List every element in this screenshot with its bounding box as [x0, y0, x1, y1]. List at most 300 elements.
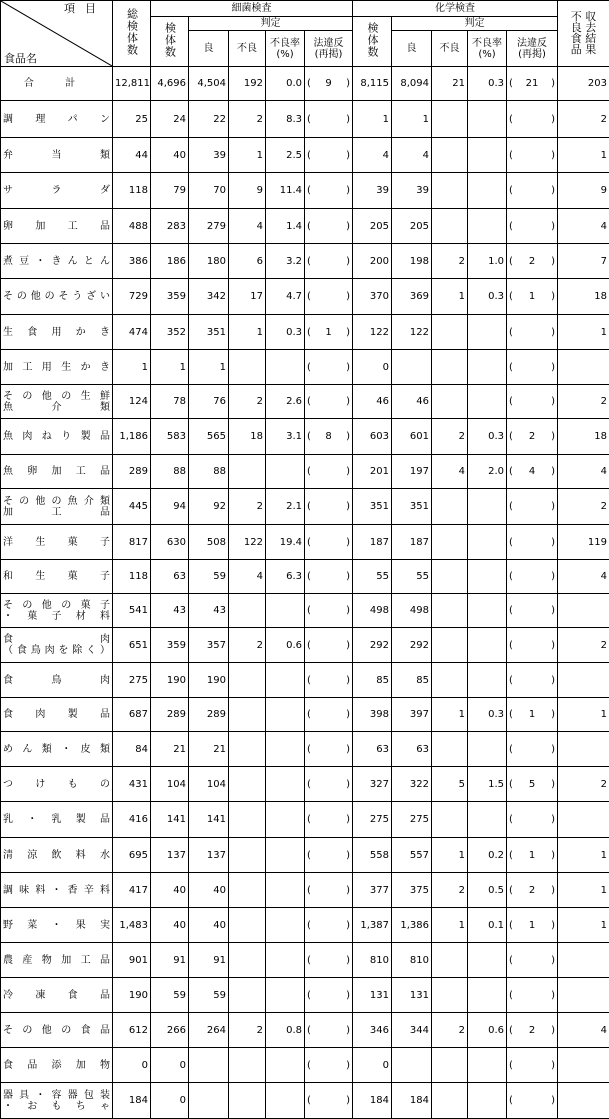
- recall-header-line: 品 果: [571, 44, 597, 55]
- violation-count: 1: [325, 327, 331, 338]
- row-chemical-rate: [468, 663, 507, 698]
- row-chemical-good: 557: [392, 838, 432, 873]
- row-chemical-samples: 558: [353, 838, 392, 873]
- row-recall: [558, 663, 609, 698]
- row-bacterial-rate: 2.6: [266, 385, 305, 419]
- row-bacterial-bad: [229, 978, 266, 1013]
- row-bacterial-violation: ( ): [305, 732, 353, 767]
- row-chemical-rate: [468, 978, 507, 1013]
- row-chemical-bad: 2: [432, 419, 468, 455]
- table-row: [1, 209, 609, 244]
- row-chemical-violation: ( 1 ): [507, 908, 558, 943]
- row-recall: 1: [558, 315, 609, 350]
- row-chemical-bad: [432, 732, 468, 767]
- violation-count: 2: [529, 256, 535, 267]
- row-chemical-samples: 187: [353, 525, 392, 560]
- chemical-samples-value: 8,115: [353, 67, 392, 101]
- food-name-text: ・ お も ち ゃ: [3, 1101, 110, 1112]
- chemical-violation-value: ( 21 ): [507, 67, 558, 101]
- row-chemical-bad: [432, 560, 468, 594]
- food-name-cell: [1, 173, 113, 209]
- row-chemical-bad: 1: [432, 698, 468, 732]
- food-name-text: 魚 介 類: [3, 402, 110, 413]
- row-bacterial-violation: ( ): [305, 802, 353, 838]
- total-samples-value: 12,811: [113, 67, 151, 101]
- row-chemical-bad: 1: [432, 279, 468, 315]
- row-recall: 2: [558, 385, 609, 419]
- row-bacterial-samples: 359: [151, 279, 189, 315]
- row-bacterial-rate: [266, 732, 305, 767]
- row-bacterial-good: 190: [189, 663, 229, 698]
- row-bacterial-bad: [229, 455, 266, 489]
- item-header-label: 項目: [64, 3, 106, 14]
- row-bacterial-samples: 283: [151, 209, 189, 244]
- table-row: [1, 1013, 609, 1048]
- food-name-cell: [1, 138, 113, 173]
- total-samples-header: 総検体数: [113, 1, 151, 67]
- food-name-cell: [1, 560, 113, 594]
- food-name-cell: [1, 455, 113, 489]
- row-recall: 2: [558, 628, 609, 663]
- recall-header-line: 良 去: [571, 22, 597, 33]
- row-total: 901: [113, 943, 151, 978]
- row-bacterial-bad: [229, 873, 266, 908]
- food-name-text: 食品添加物: [3, 1060, 110, 1071]
- row-chemical-rate: 0.3: [468, 698, 507, 732]
- row-bacterial-good: 565: [189, 419, 229, 455]
- row-chemical-violation: ( ): [507, 802, 558, 838]
- food-name-cell: [1, 279, 113, 315]
- row-bacterial-violation: ( ): [305, 978, 353, 1013]
- row-bacterial-good: 21: [189, 732, 229, 767]
- food-name-text: 魚 卵 加 工 品: [3, 466, 110, 477]
- row-bacterial-bad: 1: [229, 138, 266, 173]
- food-name-text: 弁 当 類: [3, 150, 110, 161]
- row-total: 416: [113, 802, 151, 838]
- violation-count: 1: [529, 850, 535, 861]
- food-name-cell: [1, 101, 113, 138]
- row-chemical-rate: [468, 525, 507, 560]
- row-bacterial-rate: 2.1: [266, 489, 305, 525]
- row-bacterial-bad: 17: [229, 279, 266, 315]
- food-name-cell: [1, 1048, 113, 1083]
- row-total: 695: [113, 838, 151, 873]
- row-chemical-rate: 1.0: [468, 244, 507, 279]
- row-chemical-rate: [468, 1083, 507, 1119]
- chemical-test-header: 化学検査: [353, 1, 558, 17]
- row-bacterial-bad: [229, 802, 266, 838]
- food-name-cell: [1, 732, 113, 767]
- row-total: 474: [113, 315, 151, 350]
- row-chemical-rate: 0.3: [468, 419, 507, 455]
- row-chemical-good: 39: [392, 173, 432, 209]
- row-recall: [558, 978, 609, 1013]
- row-bacterial-bad: 4: [229, 560, 266, 594]
- row-chemical-bad: [432, 489, 468, 525]
- row-chemical-bad: [432, 943, 468, 978]
- row-chemical-violation: ( ): [507, 560, 558, 594]
- food-name-text: サ ラ ダ: [3, 185, 110, 196]
- row-chemical-samples: 201: [353, 455, 392, 489]
- row-chemical-bad: 5: [432, 767, 468, 802]
- violation-count: 2: [529, 1025, 535, 1036]
- row-chemical-bad: [432, 138, 468, 173]
- row-bacterial-bad: 2: [229, 385, 266, 419]
- row-bacterial-good: 279: [189, 209, 229, 244]
- table-row: [1, 1083, 609, 1119]
- row-chemical-good: 4: [392, 138, 432, 173]
- food-name-text: 野 菜 ・ 果 実: [3, 920, 110, 931]
- row-recall: 18: [558, 279, 609, 315]
- row-bacterial-good: 137: [189, 838, 229, 873]
- table-row: [1, 244, 609, 279]
- row-bacterial-samples: 289: [151, 698, 189, 732]
- row-chemical-rate: [468, 138, 507, 173]
- chemical-samples-header: 検体数: [353, 17, 392, 67]
- row-chemical-rate: [468, 489, 507, 525]
- row-bacterial-rate: 4.7: [266, 279, 305, 315]
- table-row: [1, 732, 609, 767]
- row-chemical-rate: 0.3: [468, 279, 507, 315]
- row-total: 0: [113, 1048, 151, 1083]
- row-recall: [558, 594, 609, 628]
- row-chemical-violation: ( ): [507, 628, 558, 663]
- total-label: 合 計: [1, 67, 113, 101]
- row-chemical-samples: 498: [353, 594, 392, 628]
- row-bacterial-bad: [229, 908, 266, 943]
- row-bacterial-good: [189, 1083, 229, 1119]
- row-chemical-good: 63: [392, 732, 432, 767]
- row-bacterial-samples: 630: [151, 525, 189, 560]
- row-chemical-good: 322: [392, 767, 432, 802]
- table-row: [1, 767, 609, 802]
- row-recall: [558, 350, 609, 385]
- row-recall: 119: [558, 525, 609, 560]
- food-name-header-label: 食品名: [4, 53, 37, 64]
- violation-count: 4: [529, 466, 535, 477]
- row-total: 84: [113, 732, 151, 767]
- row-chemical-rate: 0.2: [468, 838, 507, 873]
- row-bacterial-violation: ( ): [305, 698, 353, 732]
- food-name-text: その他の魚介類: [3, 496, 110, 507]
- row-bacterial-bad: [229, 663, 266, 698]
- row-chemical-good: 131: [392, 978, 432, 1013]
- row-chemical-rate: [468, 732, 507, 767]
- row-chemical-good: 369: [392, 279, 432, 315]
- row-total: 25: [113, 101, 151, 138]
- row-chemical-violation: ( 1 ): [507, 279, 558, 315]
- row-bacterial-samples: 190: [151, 663, 189, 698]
- table-row: [1, 628, 609, 663]
- food-name-text: つ け も の: [3, 779, 110, 790]
- row-chemical-samples: 370: [353, 279, 392, 315]
- row-bacterial-violation: ( ): [305, 279, 353, 315]
- row-chemical-violation: ( 2 ): [507, 873, 558, 908]
- violation-count: 1: [529, 920, 535, 931]
- food-name-cell: [1, 628, 113, 663]
- row-chemical-violation: ( ): [507, 943, 558, 978]
- row-recall: 2: [558, 101, 609, 138]
- row-chemical-bad: 2: [432, 244, 468, 279]
- row-bacterial-bad: [229, 1048, 266, 1083]
- row-chemical-violation: ( ): [507, 385, 558, 419]
- row-bacterial-samples: 186: [151, 244, 189, 279]
- row-bacterial-violation: ( ): [305, 873, 353, 908]
- row-chemical-bad: 2: [432, 1013, 468, 1048]
- row-chemical-samples: 810: [353, 943, 392, 978]
- row-chemical-violation: ( ): [507, 732, 558, 767]
- row-bacterial-rate: [266, 908, 305, 943]
- violation-count: 5: [529, 779, 535, 790]
- row-bacterial-rate: 6.3: [266, 560, 305, 594]
- row-chemical-samples: 55: [353, 560, 392, 594]
- row-total: 289: [113, 455, 151, 489]
- row-chemical-good: 184: [392, 1083, 432, 1119]
- row-bacterial-violation: ( ): [305, 1083, 353, 1119]
- row-recall: 4: [558, 560, 609, 594]
- row-bacterial-bad: [229, 350, 266, 385]
- food-name-cell: [1, 1083, 113, 1119]
- row-chemical-rate: 0.1: [468, 908, 507, 943]
- row-chemical-rate: [468, 560, 507, 594]
- row-chemical-good: 122: [392, 315, 432, 350]
- row-bacterial-violation: ( ): [305, 455, 353, 489]
- row-total: 1,186: [113, 419, 151, 455]
- row-chemical-violation: ( ): [507, 525, 558, 560]
- food-name-text: めん類・皮類: [3, 744, 110, 755]
- food-name-text: 食 肉 製 品: [3, 709, 110, 720]
- table-row: [1, 978, 609, 1013]
- row-chemical-good: 375: [392, 873, 432, 908]
- row-chemical-samples: 184: [353, 1083, 392, 1119]
- food-name-text: 冷 凍 食 品: [3, 990, 110, 1001]
- row-total: 488: [113, 209, 151, 244]
- row-bacterial-bad: [229, 1083, 266, 1119]
- row-chemical-violation: ( 4 ): [507, 455, 558, 489]
- bacterial-samples-header: 検体数: [151, 17, 189, 67]
- row-chemical-samples: 327: [353, 767, 392, 802]
- row-chemical-samples: 603: [353, 419, 392, 455]
- table-row: [1, 908, 609, 943]
- row-chemical-bad: [432, 594, 468, 628]
- food-name-cell: [1, 663, 113, 698]
- row-chemical-samples: 46: [353, 385, 392, 419]
- row-chemical-samples: 1: [353, 101, 392, 138]
- food-name-text: 乳・乳製品: [3, 814, 110, 825]
- row-total: 651: [113, 628, 151, 663]
- bacterial-rate-value: 0.0: [266, 67, 305, 101]
- row-total: 729: [113, 279, 151, 315]
- row-chemical-rate: [468, 594, 507, 628]
- food-name-cell: [1, 978, 113, 1013]
- row-chemical-violation: ( 5 ): [507, 767, 558, 802]
- row-bacterial-rate: [266, 1083, 305, 1119]
- row-recall: 1: [558, 873, 609, 908]
- row-chemical-rate: [468, 802, 507, 838]
- row-chemical-bad: [432, 802, 468, 838]
- row-chemical-samples: 200: [353, 244, 392, 279]
- row-bacterial-bad: 2: [229, 1013, 266, 1048]
- row-recall: 7: [558, 244, 609, 279]
- row-bacterial-bad: 18: [229, 419, 266, 455]
- food-name-cell: [1, 594, 113, 628]
- table-row: [1, 350, 609, 385]
- row-bacterial-good: 22: [189, 101, 229, 138]
- food-name-text: 洋 生 菓 子: [3, 537, 110, 548]
- row-bacterial-samples: 40: [151, 908, 189, 943]
- row-chemical-bad: [432, 101, 468, 138]
- row-chemical-samples: 85: [353, 663, 392, 698]
- row-chemical-violation: ( ): [507, 663, 558, 698]
- food-name-text: 加 工 品: [3, 507, 110, 518]
- row-chemical-rate: [468, 315, 507, 350]
- table-row: [1, 943, 609, 978]
- food-name-text: 生 食 用 か き: [3, 327, 110, 338]
- row-bacterial-good: 40: [189, 873, 229, 908]
- row-chemical-samples: 398: [353, 698, 392, 732]
- row-bacterial-good: 88: [189, 455, 229, 489]
- food-name-text: 加工用生かき: [3, 362, 110, 373]
- row-chemical-samples: 131: [353, 978, 392, 1013]
- row-bacterial-good: 180: [189, 244, 229, 279]
- row-chemical-rate: [468, 385, 507, 419]
- bacterial-bad-value: 192: [229, 67, 266, 101]
- row-bacterial-good: 264: [189, 1013, 229, 1048]
- recall-header-line: 不 収: [571, 11, 597, 22]
- row-chemical-samples: 351: [353, 489, 392, 525]
- food-name-cell: [1, 385, 113, 419]
- row-chemical-bad: [432, 315, 468, 350]
- row-chemical-rate: [468, 628, 507, 663]
- chemical-bad-rate-header: 不良率 (%): [468, 31, 507, 67]
- row-bacterial-samples: 94: [151, 489, 189, 525]
- row-bacterial-samples: 359: [151, 628, 189, 663]
- row-bacterial-samples: 79: [151, 173, 189, 209]
- food-name-text: その他のそうざい: [3, 291, 110, 302]
- food-name-text: 魚肉ねり製品: [3, 431, 110, 442]
- row-bacterial-violation: ( ): [305, 525, 353, 560]
- row-total: 118: [113, 173, 151, 209]
- row-bacterial-samples: 137: [151, 838, 189, 873]
- row-chemical-good: 198: [392, 244, 432, 279]
- chemical-rate-value: 0.3: [468, 67, 507, 101]
- row-bacterial-good: 1: [189, 350, 229, 385]
- bacterial-violation-value: ( 9 ): [305, 67, 353, 101]
- row-bacterial-rate: 3.2: [266, 244, 305, 279]
- table-row: [1, 173, 609, 209]
- row-total: 1: [113, 350, 151, 385]
- row-bacterial-samples: 78: [151, 385, 189, 419]
- row-bacterial-violation: ( ): [305, 560, 353, 594]
- table-row: [1, 279, 609, 315]
- food-name-cell: [1, 419, 113, 455]
- row-recall: 1: [558, 698, 609, 732]
- chemical-violation-header: 法違反 (再掲): [507, 31, 558, 67]
- row-total: 124: [113, 385, 151, 419]
- row-bacterial-good: 39: [189, 138, 229, 173]
- table-row: [1, 101, 609, 138]
- row-recall: 1: [558, 908, 609, 943]
- row-recall: [558, 943, 609, 978]
- row-chemical-violation: ( ): [507, 173, 558, 209]
- row-chemical-good: 187: [392, 525, 432, 560]
- row-recall: 1: [558, 138, 609, 173]
- row-bacterial-violation: ( ): [305, 1048, 353, 1083]
- row-bacterial-samples: 141: [151, 802, 189, 838]
- food-name-cell: [1, 802, 113, 838]
- row-chemical-bad: [432, 385, 468, 419]
- row-bacterial-samples: 0: [151, 1048, 189, 1083]
- food-name-text: 食 鳥 肉: [3, 675, 110, 686]
- row-chemical-good: 292: [392, 628, 432, 663]
- row-bacterial-samples: 104: [151, 767, 189, 802]
- row-bacterial-violation: ( ): [305, 628, 353, 663]
- row-bacterial-good: 104: [189, 767, 229, 802]
- row-chemical-good: 344: [392, 1013, 432, 1048]
- food-name-cell: [1, 350, 113, 385]
- row-bacterial-violation: ( ): [305, 594, 353, 628]
- food-name-cell: [1, 1013, 113, 1048]
- row-recall: [558, 1048, 609, 1083]
- row-chemical-rate: [468, 1048, 507, 1083]
- table-row: [1, 838, 609, 873]
- row-recall: 1: [558, 838, 609, 873]
- row-total: 612: [113, 1013, 151, 1048]
- table-row: [1, 138, 609, 173]
- row-chemical-bad: [432, 209, 468, 244]
- row-bacterial-good: 342: [189, 279, 229, 315]
- row-bacterial-violation: ( ): [305, 663, 353, 698]
- table-row: [1, 455, 609, 489]
- row-bacterial-bad: 2: [229, 489, 266, 525]
- row-bacterial-rate: 0.6: [266, 628, 305, 663]
- recall-results-header: [558, 1, 609, 67]
- row-bacterial-bad: [229, 732, 266, 767]
- row-bacterial-rate: 0.3: [266, 315, 305, 350]
- row-bacterial-violation: ( ): [305, 908, 353, 943]
- row-chemical-samples: 122: [353, 315, 392, 350]
- row-chemical-bad: 4: [432, 455, 468, 489]
- row-chemical-bad: 1: [432, 908, 468, 943]
- chemical-good-value: 8,094: [392, 67, 432, 101]
- recall-header-lines: [571, 11, 597, 55]
- row-chemical-good: 197: [392, 455, 432, 489]
- row-bacterial-violation: ( ): [305, 173, 353, 209]
- row-total: 184: [113, 1083, 151, 1119]
- row-chemical-good: 205: [392, 209, 432, 244]
- row-total: 541: [113, 594, 151, 628]
- row-chemical-bad: [432, 978, 468, 1013]
- food-name-cell: [1, 209, 113, 244]
- row-bacterial-violation: ( 1 ): [305, 315, 353, 350]
- row-bacterial-good: 59: [189, 560, 229, 594]
- row-bacterial-rate: [266, 978, 305, 1013]
- row-bacterial-samples: 21: [151, 732, 189, 767]
- row-chemical-samples: 275: [353, 802, 392, 838]
- violation-count: 2: [529, 431, 535, 442]
- row-chemical-good: 601: [392, 419, 432, 455]
- row-bacterial-bad: [229, 767, 266, 802]
- row-chemical-good: 85: [392, 663, 432, 698]
- row-bacterial-rate: [266, 943, 305, 978]
- row-bacterial-samples: 1: [151, 350, 189, 385]
- row-chemical-violation: ( 2 ): [507, 419, 558, 455]
- row-bacterial-good: 43: [189, 594, 229, 628]
- row-chemical-bad: [432, 525, 468, 560]
- row-total: 431: [113, 767, 151, 802]
- row-chemical-violation: ( ): [507, 978, 558, 1013]
- row-chemical-samples: 63: [353, 732, 392, 767]
